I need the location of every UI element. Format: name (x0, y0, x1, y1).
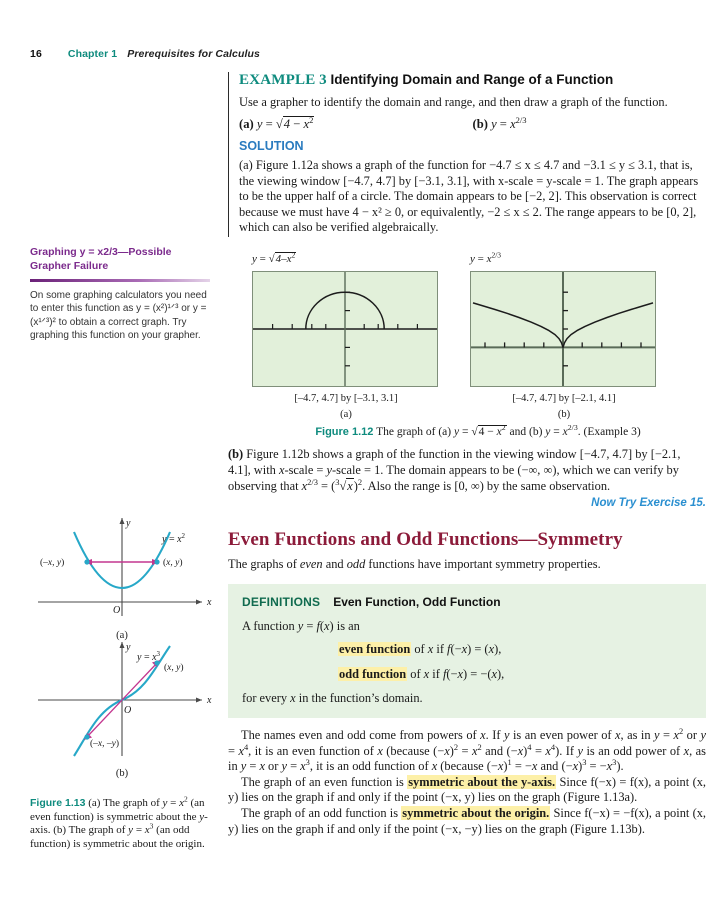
definition-odd (242, 665, 692, 684)
figure-1-13a-point-right: (x, y) (163, 558, 183, 568)
solution-part-b-block (228, 446, 706, 511)
example-keyword: EXAMPLE (239, 72, 316, 88)
figure-1-12a-equation: $y = √4-x^2$ (252, 250, 296, 265)
example-number: 3 (319, 72, 327, 88)
figure-1-12b (470, 250, 658, 420)
chapter-label: Chapter 1 (67, 48, 118, 60)
figure-1-13b-y-axis-label: y (126, 642, 131, 653)
figure-1-12b-window: [–4.7, 4.7] by [–2.1, 4.1] (512, 393, 616, 404)
figure-1-12-caption-number: Figure 1.12 (315, 426, 374, 438)
example-part-b (473, 117, 706, 132)
figure-1-13b-svg (24, 634, 220, 762)
odd-function-term: odd function (339, 667, 407, 681)
section-lead: The graphs of even and odd functions have important symmetry properties. (228, 557, 601, 571)
figure-1-13b-sublabel: (b) (115, 768, 129, 779)
closing-paragraph-3 (228, 806, 706, 837)
section-heading: Even Functions and Odd Functions—Symmetry (228, 529, 623, 550)
figure-1-13a-curve-label: $y = x^2$ (162, 532, 186, 545)
figure-1-13b-x-axis-label: x (207, 695, 212, 706)
figure-1-13b (24, 634, 220, 779)
solution-label: SOLUTION (239, 139, 304, 154)
figure-1-12a-window: [–4.7, 4.7] by [–3.1, 3.1] (294, 393, 398, 404)
p2-post: Since f(−x) = f(x), a point (x, y) lies on the graph if and only if the point (−x, y) lies on the graph (Figure 1.13a). (228, 774, 706, 805)
figure-1-13-caption (30, 794, 220, 851)
grapher-screen-a (252, 271, 438, 387)
grapher-screen-b (470, 271, 656, 387)
figure-1-13a-y-axis-label: y (126, 518, 131, 529)
example-instruction-text (239, 95, 706, 110)
definitions-title: Even Function, Odd Function (333, 595, 501, 609)
chapter-title: Prerequisites for Calculus (127, 48, 260, 60)
page-number: 16 (30, 48, 42, 60)
part-b-label: (b) (472, 117, 488, 132)
example-block (228, 72, 706, 237)
figure-1-12-caption-text: The graph of (a) $y = √4 - x^2$ and (b) $y = x^{2/3}$. (Example 3) (376, 423, 641, 438)
closing-paragraph-2 (228, 775, 706, 806)
closing-paragraphs (228, 725, 706, 837)
example-part-a (239, 117, 473, 132)
solution-part-b: (b) Figure 1.12b shows a graph of the function in the viewing window [−4.7, 4.7] by [−2.1, 4.1], with x-scale = y-scale = 1. The domain appears to be (−∞, ∞), which we can verify by observing that $x^{2/3} = (^3√x)^2$. Also the range is [0, ∞) by the same observation. (228, 447, 681, 494)
part-b-expression: $y = x^{2/3}$ (491, 115, 527, 132)
example-parts (239, 117, 706, 132)
side-note-title (30, 245, 210, 273)
now-try-exercise[interactable]: Now Try Exercise 15. (591, 496, 706, 509)
part-a-label: (a) (239, 117, 254, 132)
figure-1-13-caption-number: Figure 1.13 (30, 797, 86, 809)
graph-a-svg (253, 272, 437, 386)
even-function-rest: of x if f(−x) = (x), (414, 642, 502, 656)
definitions-closing: for every x in the function’s domain. (242, 691, 423, 705)
solution-part-a: (a) Figure 1.12a shows a graph of the function for −4.7 ≤ x ≤ 4.7 and −3.1 ≤ y ≤ 3.1, that is, the viewing window [−4.7, 4.7] by [−3.1, 3.1], with x-scale = y-scale = 1. The graph appears to be the upper half of a circle. The domain appears to be [−2, 2]. This observation is correct because we must have 4 − x² ≥ 0, or equivalently, −2 ≤ x ≤ 2. The range appears to be [0, 2], which can also be verified algebraically. (239, 158, 699, 235)
p3-pre: The graph of an odd function is (241, 805, 402, 820)
figure-1-12b-sublabel: (b) (557, 409, 571, 420)
figure-1-13b-curve-label: $y = x^3$ (137, 650, 161, 663)
figure-1-13b-origin-label: O (124, 705, 132, 716)
even-function-term: even function (339, 642, 411, 656)
side-note-body: On some graphing calculators you need to enter this function as y = (x²)¹ᐟ³ or y = (x¹ᐟ³)² to obtain a correct graph. Try graphing this function on your grapher. (30, 290, 207, 342)
definitions-lead: A function y = f(x) is an (242, 619, 360, 633)
example-title: Identifying Domain and Range of a Function (330, 72, 614, 87)
figure-1-12-caption (252, 425, 704, 439)
part-a-expression: $y = √4 - x^2$ (256, 115, 314, 132)
side-note-title-line1: Graphing y = x2/3—Possible (30, 246, 172, 258)
example-instruction: Use a grapher to identify the domain and range, and then draw a graph of the function. (239, 95, 668, 109)
running-head (30, 48, 260, 60)
symmetric-y-axis-highlight: symmetric about the y-axis. (408, 774, 556, 789)
side-note (30, 245, 210, 343)
symmetric-origin-highlight: symmetric about the origin. (402, 805, 550, 820)
p3-post: Since f(−x) = −f(x), a point (x, y) lies on the graph if and only if the point (−x, −y) lies on the graph (Figure 1.13b). (228, 805, 706, 836)
figure-1-13b-point-upper: (x, y) (164, 663, 184, 673)
figure-1-12a-sublabel: (a) (340, 409, 352, 420)
solution-part-a-text (239, 158, 706, 235)
definition-even (242, 640, 692, 659)
side-note-rule (30, 279, 210, 282)
side-note-title-line2: Grapher Failure (30, 260, 109, 272)
definitions-heading (242, 595, 692, 609)
odd-function-rest: of x if f(−x) = −(x), (410, 667, 505, 681)
figure-1-12-panels (252, 250, 702, 420)
example-heading (239, 72, 706, 88)
figure-1-13a-origin-label: O (113, 605, 121, 616)
definitions-box (228, 584, 706, 718)
figure-1-13a (24, 512, 220, 641)
figure-1-13a-x-axis-label: x (207, 597, 212, 608)
figure-1-12a (252, 250, 440, 420)
definitions-label: DEFINITIONS (242, 595, 321, 609)
figure-1-13a-point-left: (–x, y) (40, 558, 65, 568)
figure-1-13b-point-lower: (–x, –y) (90, 739, 120, 749)
p2-pre: The graph of an even function is (241, 774, 408, 789)
figure-1-12b-equation: $y = x^{2/3}$ (470, 250, 502, 265)
figure-1-13a-sublabel: (a) (116, 630, 128, 641)
figure-1-13-caption-text: (a) The graph of $y = x^2$ (an even function) is symmetric about the y-axis. (b) The graph of $y = x^3$ (an odd function) is symmetric about the origin. (30, 794, 208, 850)
figure-1-13a-svg (24, 512, 220, 624)
closing-paragraph-1: The names even and odd come from powers of x. If y is an even power of x, as in $y = x^2$ or $y = x^4$, it is an even function of x (because $(-x)^2 = x^2$ and $(-x)^4 = x^4$). If y is an odd power of x, as in y = x or $y = x^3$, it is an odd function of x (because $(-x)^1 = -x$ and $(-x)^3 = -x^3$). (228, 725, 706, 774)
graph-b-svg (471, 272, 655, 386)
